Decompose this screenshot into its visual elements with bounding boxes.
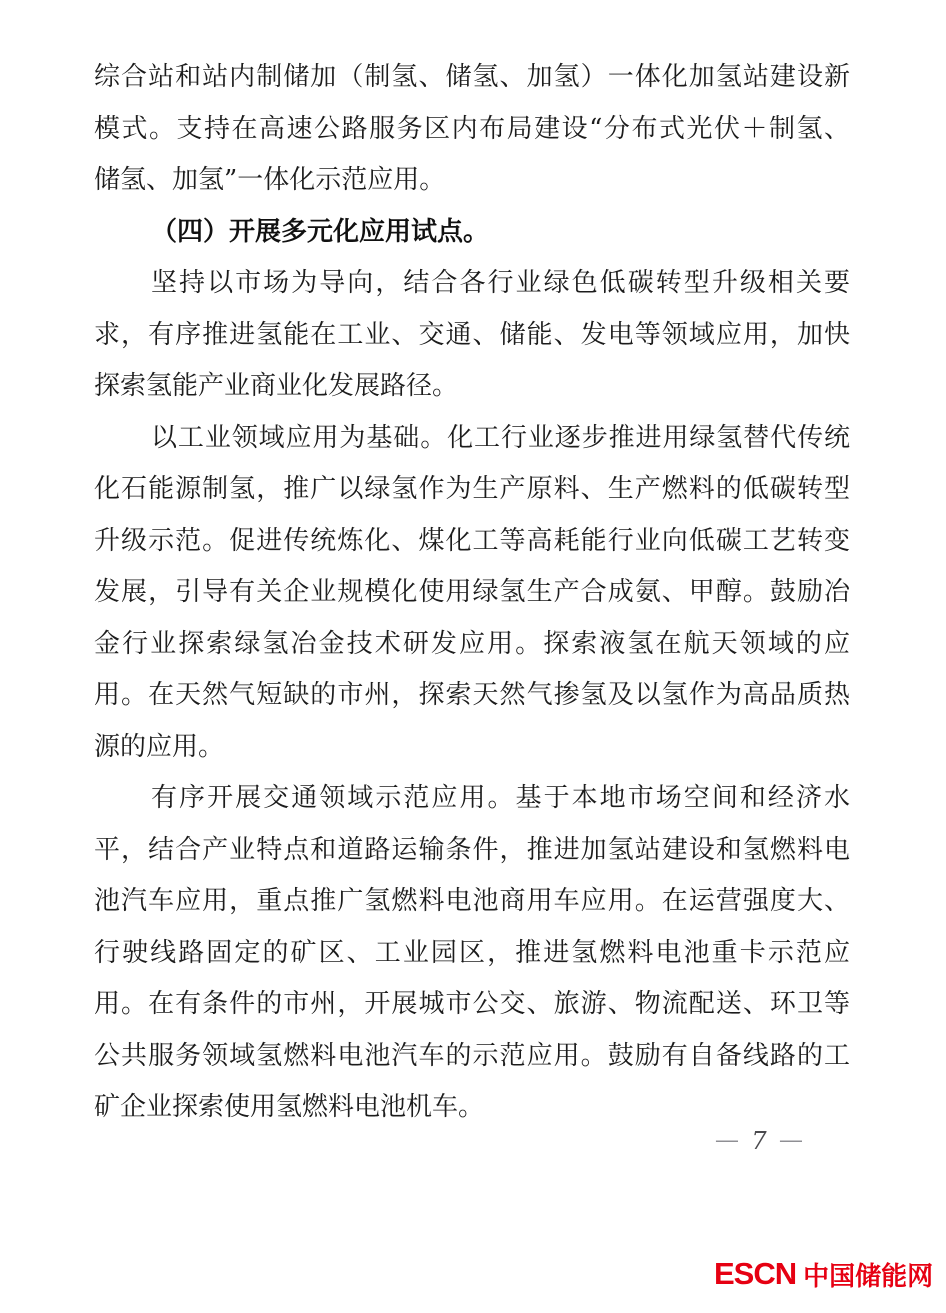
text-line: 化石能源制氢，推广以绿氢作为生产原料、生产燃料的低碳转型 <box>94 474 850 504</box>
text-line: 公共服务领域氢燃料电池汽车的示范应用。鼓励有自备线路的工 <box>94 1040 850 1071</box>
body-text <box>94 52 850 1134</box>
text-line: 行驶线路固定的矿区、工业园区，推进氢燃料电池重卡示范应 <box>94 937 850 968</box>
page-number-dash-left: — <box>715 1128 740 1153</box>
text-line: 发展，引导有关企业规模化使用绿氢生产合成氨、甲醇。鼓励冶 <box>94 577 850 607</box>
text-line: 模式。支持在高速公路服务区内布局建设“分布式光伏＋制氢、 <box>94 113 850 144</box>
text-line: 有序开展交通领域示范应用。基于本地市场空间和经济水 <box>151 783 850 813</box>
text-line: 用。在天然气短缺的市州，探索天然气掺氢及以氢作为高品质热 <box>94 680 850 710</box>
text-line: 用。在有条件的市州，开展城市公交、旅游、物流配送、环卫等 <box>94 989 850 1019</box>
page-number <box>703 1124 815 1158</box>
text-line: 源的应用。 <box>94 731 225 762</box>
page-number-dash-right: — <box>778 1128 803 1153</box>
escn-logo-latin: ESCN <box>714 1256 797 1291</box>
escn-logo-chinese: 中国储能网 <box>803 1261 934 1292</box>
text-line: 矿企业探索使用氢燃料电池机车。 <box>94 1092 485 1122</box>
text-line: 储氢、加氢”一体化示范应用。 <box>94 165 446 195</box>
section-heading: （四）开展多元化应用试点。 <box>151 216 490 247</box>
escn-logo <box>714 1257 933 1291</box>
text-line: 综合站和站内制储加（制氢、储氢、加氢）一体化加氢站建设新 <box>94 62 850 92</box>
page-number-value: 7 <box>751 1127 767 1155</box>
text-line: 金行业探索绿氢冶金技术研发应用。探索液氢在航天领域的应 <box>94 628 850 659</box>
text-line: 升级示范。促进传统炼化、煤化工等高耗能行业向低碳工艺转变 <box>94 525 850 556</box>
text-line: 平，结合产业特点和道路运输条件，推进加氢站建设和氢燃料电 <box>94 834 850 865</box>
text-line: 求，有序推进氢能在工业、交通、储能、发电等领域应用，加快 <box>94 319 850 350</box>
text-line: 以工业领域应用为基础。化工行业逐步推进用绿氢替代传统 <box>151 422 850 453</box>
text-line: 坚持以市场为导向，结合各行业绿色低碳转型升级相关要 <box>151 268 850 298</box>
text-line: 探索氢能产业商业化发展路径。 <box>94 371 459 401</box>
text-line: 池汽车应用，重点推广氢燃料电池商用车应用。在运营强度大、 <box>94 886 850 916</box>
